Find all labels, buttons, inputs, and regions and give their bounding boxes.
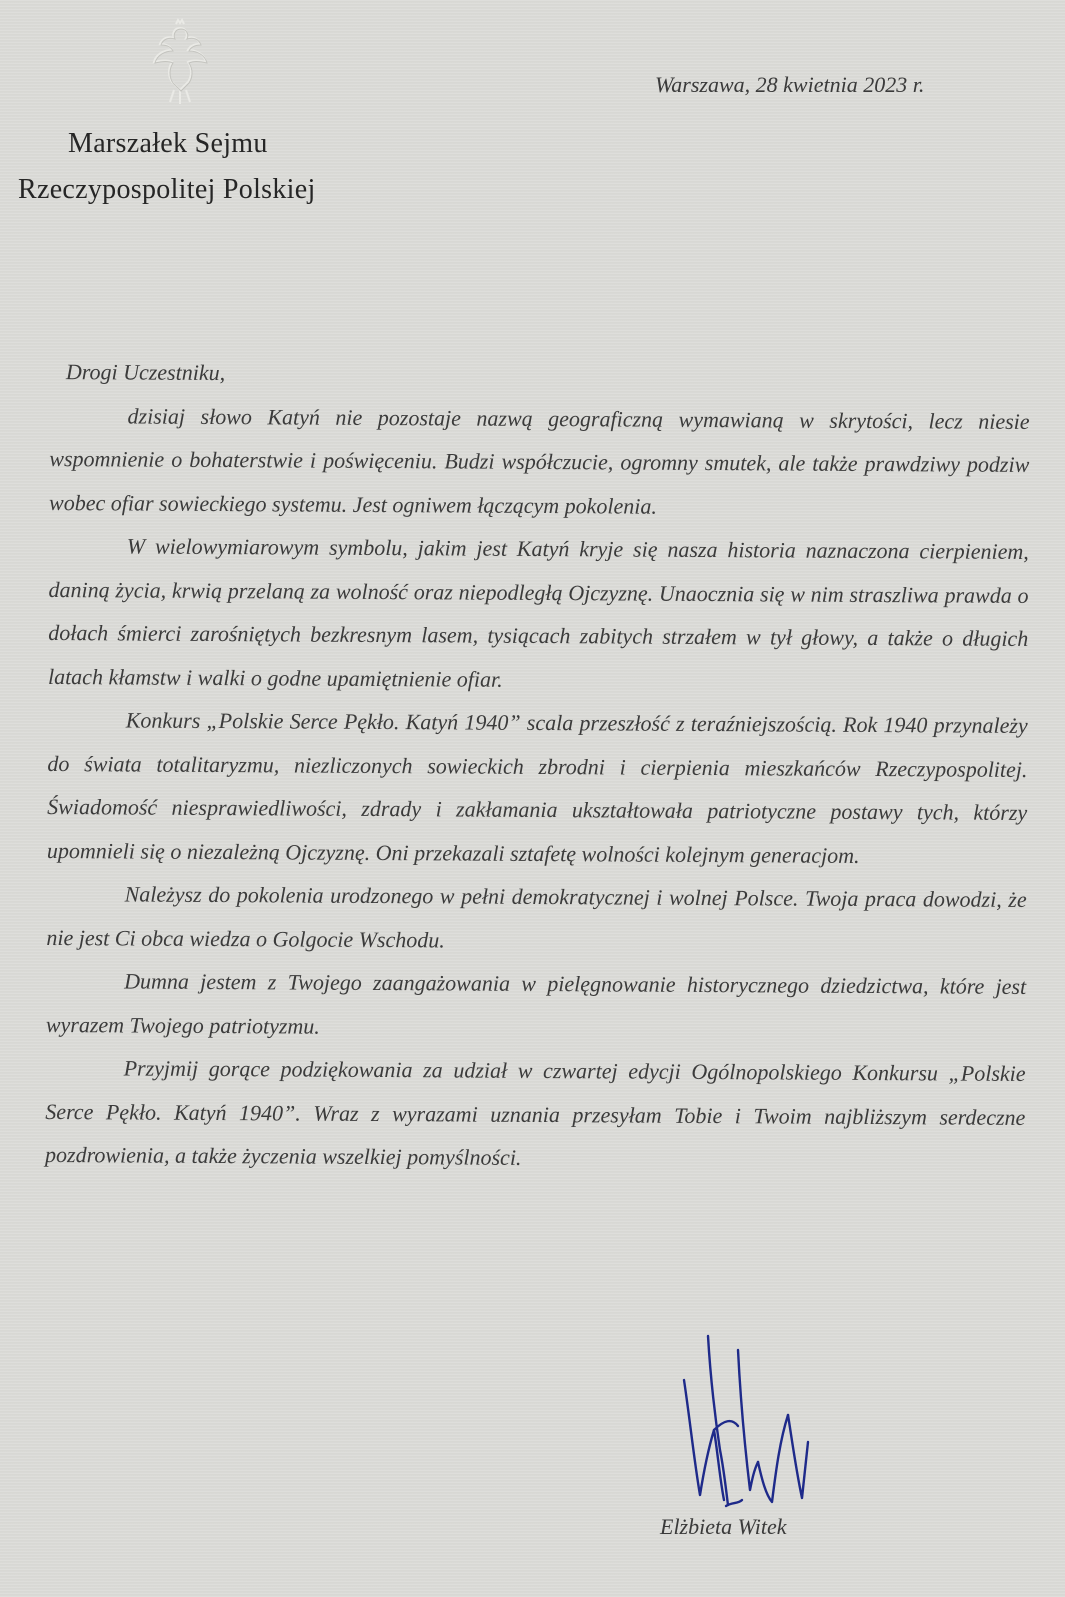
sender-title-line2: Rzeczypospolitej Polskiej (18, 174, 316, 205)
signature-icon (680, 1330, 820, 1515)
letter-date: Warszawa, 28 kwietnia 2023 r. (655, 72, 925, 97)
eagle-emblem-icon (140, 18, 220, 108)
letter-greeting: Drogi Uczestniku, (65, 359, 226, 386)
letter-paragraph-2: W wielowymiarowym symbolu, jakim jest Katyń kryje się nasza historia naznaczona cierpieniem, daniną życia, krwią przelaną za wolność oraz niepodległą Ojczyznę. Unaocznia się w nim straszliwa prawda o dołach śmierci zarośniętych bezkresnym lasem, tysiącach zabitych strzałem w tył głowy, a także o długich latach kłamstw i walki o godne upamiętnienie ofiar. (47, 533, 1029, 692)
sender-title-line1: Marszałek Sejmu (68, 128, 268, 159)
signer-name: Elżbieta Witek (660, 1514, 787, 1539)
letter-paragraph-5: Dumna jestem z Twojego zaangażowania w pielęgnowanie historycznego dziedzictwa, które jest wyrazem Twojego patriotyzmu. (45, 968, 1027, 1039)
letter-paragraph-3: Konkurs „Polskie Serce Pękło. Katyń 1940” scala przeszłość z teraźniejszością. Rok 1940 przynależy do świata totalitaryzmu, niezliczonych sowieckich zbrodni i cierpienia mieszkańców Rzeczypospolitej. Świadomość niesprawiedliwości, zdrady i zakłamania ukształtowała patriotyczne postawy tych, którzy upomnieli się o niezależną Ojczyznę. Oni przekazali sztafetę wolności kolejnym generacjom. (46, 707, 1028, 868)
letter-paragraph-4: Należysz do pokolenia urodzonego w pełni demokratycznej i wolnej Polsce. Twoja praca dowodzi, że nie jest Ci obca wiedza o Golgocie Wschodu. (46, 881, 1027, 952)
letter-paragraph-1: dzisiaj słowo Katyń nie pozostaje nazwą geograficzną wymawianą w skrytości, lecz niesie wspomnienie o bohaterstwie i poświęceniu. Budzi współczucie, ogromny smutek, ale także prawdziwy podziw wobec ofiar sowieckiego systemu. Jest ogniwem łączącym pokolenia. (48, 402, 1030, 519)
letter-paragraph-6: Przyjmij gorące podziękowania za udział w czwartej edycji Ogólnopolskiego Konkursu „Polskie Serce Pękło. Katyń 1940”. Wraz z wyrazami uznania przesyłam Tobie i Twoim najbliższym serdeczne pozdrowienia, a także życzenia wszelkiej pomyślności. (45, 1055, 1026, 1170)
letter-body (45, 350, 1030, 1182)
